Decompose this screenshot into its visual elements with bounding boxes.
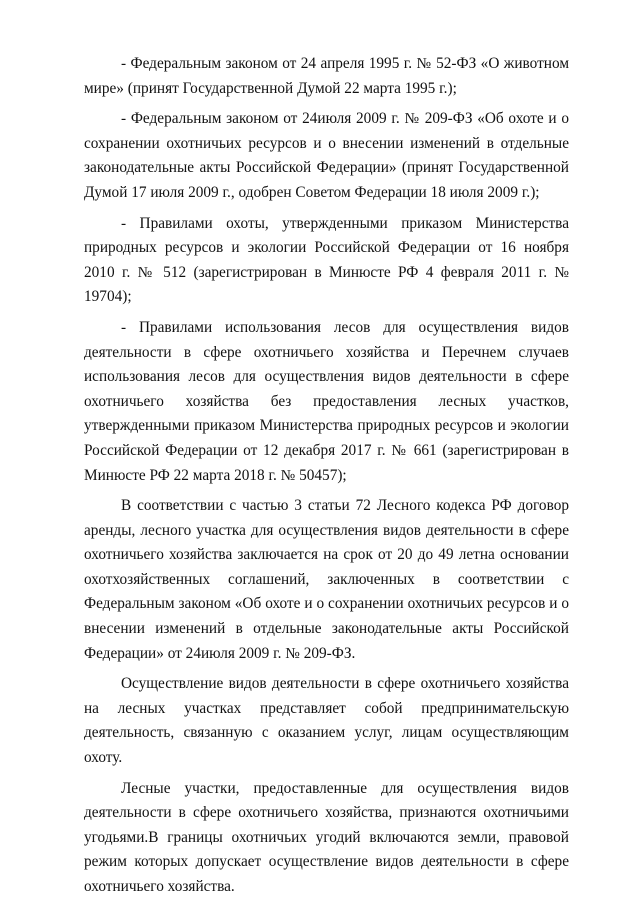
- paragraph-law-animal-world: - Федеральным законом от 24 апреля 1995 г. № 52-ФЗ «О животном мире» (принят Государственной Думой 22 марта 1995 г.);: [84, 55, 569, 97]
- paragraph-lease-agreement: В соответствии с частью 3 статьи 72 Лесного кодекса РФ договор аренды, лесного участка для осуществления видов деятельности в сфере охотничьего хозяйства заключается на срок от 20 до 49 летна основании охотхозяйственных соглашений, заключенных в соответствии с Федеральным законом «Об охоте и о сохранении охотничьих ресурсов и о внесении изменений в отдельные законодательные акты Российской Федерации» от 24июля 2009 г. № 209-ФЗ.: [84, 497, 569, 662]
- paragraph-law-hunting: - Федеральным законом от 24июля 2009 г. № 209-ФЗ «Об охоте и о сохранении охотничьих ресурсов и о внесении изменений в отдельные законодательные акты Российской Федерации» (принят Государственной Думой 17 июля 2009 г., одобрен Советом Федерации 18 июля 2009 г.);: [84, 110, 569, 201]
- paragraph-business-activity: Осуществление видов деятельности в сфере охотничьего хозяйства на лесных участках представляет собой предпринимательскую деятельность, связанную с оказанием услуг, лицам осуществляющим охоту.: [84, 675, 569, 767]
- paragraph-forest-use-rules: - Правилами использования лесов для осуществления видов деятельности в сфере охотничьего хозяйства и Перечнем случаев использования лесов для осуществления видов деятельности в сфере охотничьего хозяйства без предоставления лесных участков, утвержденными приказом Министерства природных ресурсов и экологии Российской Федерации от 12 декабря 2017 г. № 661 (зарегистрирован в Минюсте РФ 22 марта 2018 г. № 50457);: [84, 318, 569, 484]
- paragraph-hunting-grounds: Лесные участки, предоставленные для осуществления видов деятельности в сфере охотничьего хозяйства, признаются охотничьими угодьями.В границы охотничьих угодий включаются земли, правовой режим которых допускает осуществление видов деятельности в сфере охотничьего хозяйства.: [84, 779, 569, 895]
- document-body: [84, 52, 569, 906]
- paragraph-hunting-rules: - Правилами охоты, утвержденными приказом Министерства природных ресурсов и экологии Российской Федерации от 16 ноября 2010 г. № 512 (зарегистрирован в Минюсте РФ 4 февраля 2011 г. № 19704);: [84, 214, 569, 306]
